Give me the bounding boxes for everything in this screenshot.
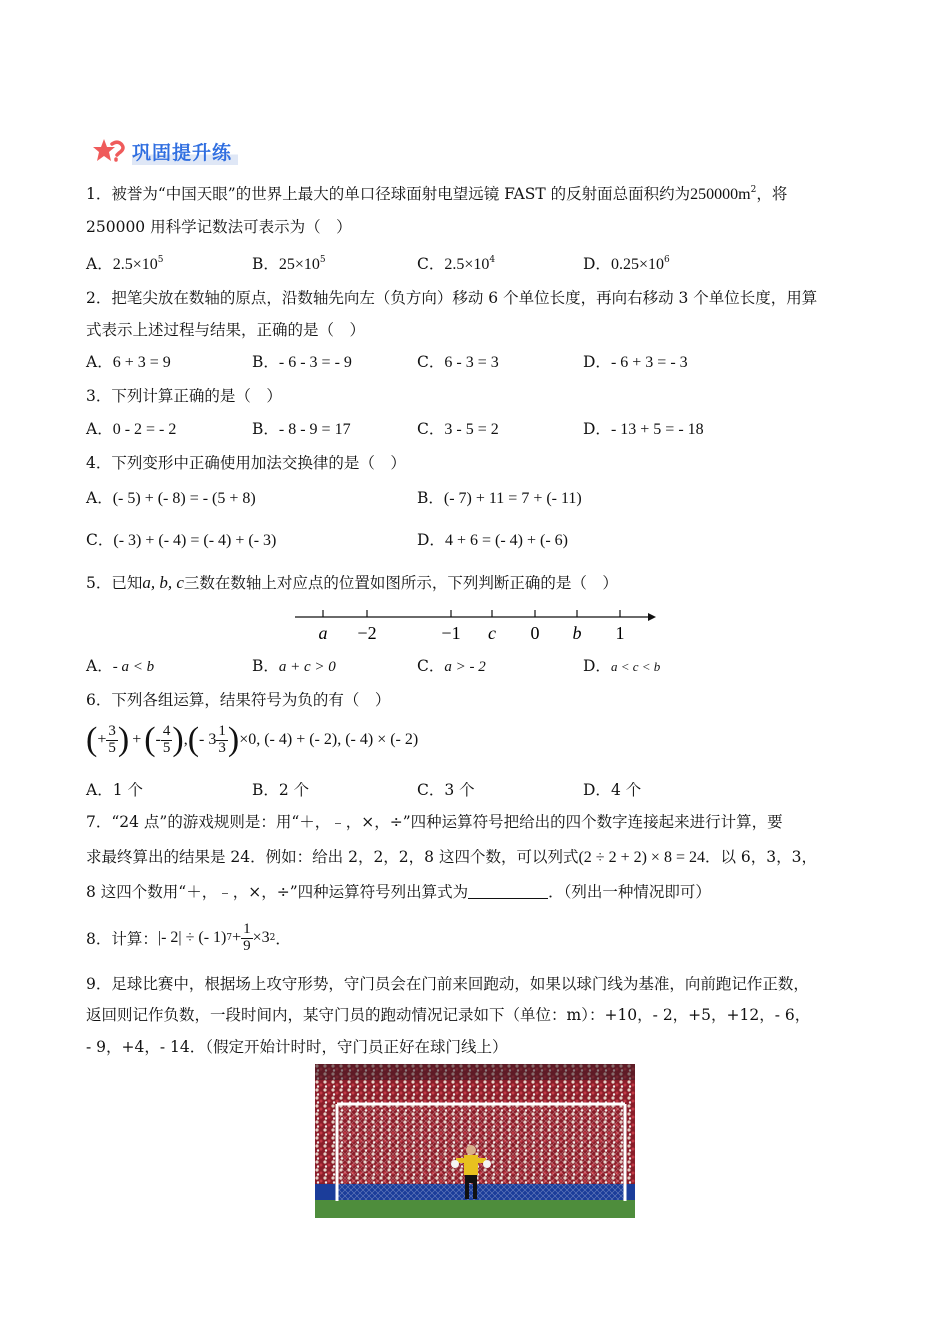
- q5-option-a[interactable]: A．- a < b: [86, 657, 155, 675]
- q2-stem-line1: 2．把笔尖放在数轴的原点，沿数轴先向左（负方向）移动 6 个单位长度，再向右移动 3 个单位长度，用算: [86, 289, 818, 307]
- q4-stem: 4．下列变形中正确使用加法交换律的是（ ）: [86, 454, 406, 472]
- number-line-label: −2: [357, 623, 377, 643]
- q3-option-d[interactable]: D．- 13 + 5 = - 18: [583, 420, 704, 438]
- q4-option-c[interactable]: C．(- 3) + (- 4) = (- 4) + (- 3): [86, 531, 277, 549]
- section-title: 巩固提升练: [132, 138, 238, 165]
- q1-stem-line2: 250000 用科学记数法可表示为（ ）: [86, 218, 352, 236]
- q1-option-c[interactable]: C．$2.5\times 10^4$: [417, 255, 496, 273]
- q2-option-a[interactable]: A．6 + 3 = 9: [86, 353, 171, 371]
- q5-option-d[interactable]: D．a < c < b: [583, 657, 661, 675]
- q9-stem-line2: 返回则记作负数，一段时间内，某守门员的跑动情况记录如下（单位：m）：+10，- 2，+5，+12，- 6，: [86, 1006, 811, 1024]
- q6-expression: ( + $\frac{3}{5}$ ) + ( - $\frac{4}{5}$ ) , ( - 3 $\frac{1}{3}$ ) ×0, (- 4) + (- 2), (- 4) × (- 2): [86, 721, 419, 758]
- fraction-4-5: $\frac{4}{5}$: [162, 722, 171, 756]
- number-line-arrow-icon: [648, 613, 656, 621]
- q5-stem: 5．已知a, b, c三数在数轴上对应点的位置如图所示，下列判断正确的是（ ）: [86, 573, 618, 592]
- q6-stem: 6．下列各组运算，结果符号为负的有（ ）: [86, 691, 391, 709]
- q4-options-row1: [86, 486, 886, 510]
- q6-option-b[interactable]: B．2 个: [252, 781, 310, 799]
- q1-option-b[interactable]: B．$25\times 10^5$: [252, 255, 326, 273]
- number-line-label: −1: [441, 623, 461, 643]
- q2-stem-line2: 式表示上述过程与结果，正确的是（ ）: [86, 321, 366, 339]
- q1-stem-line1: 1．被誉为“中国天眼”的世界上最大的单口径球面射电望远镜 FAST 的反射面总面积约为$250000m^2$，将: [86, 185, 788, 203]
- number-line-label: a: [318, 623, 328, 643]
- q2-options: [86, 350, 886, 372]
- q6-option-a[interactable]: A．1 个: [86, 781, 143, 799]
- q9-stem-line1: 9．足球比赛中，根据场上攻守形势，守门员会在门前来回跑动，如果以球门线为基准，向前跑记作正数，: [86, 975, 809, 993]
- number-line-label: c: [488, 623, 496, 643]
- q7-stem-line2: 求最终算出的结果是 24．例如：给出 2，2，2，8 这四个数，可以列式(2 ÷ 2 + 2) × 8 = 24．以 6，3，3，: [86, 848, 817, 866]
- fraction-1-9: $\frac{1}{9}$: [243, 920, 251, 954]
- q3-option-b[interactable]: B．- 8 - 9 = 17: [252, 420, 351, 438]
- q2-option-c[interactable]: C．6 - 3 = 3: [417, 353, 499, 371]
- q6-option-c[interactable]: C．3 个: [417, 781, 475, 799]
- q6-options: [86, 778, 886, 800]
- q1-option-a[interactable]: A．$2.5\times 10^5$: [86, 255, 164, 273]
- q5-option-b[interactable]: B．a + c > 0: [252, 657, 336, 675]
- q5-number-line: [290, 602, 660, 646]
- q3-option-c[interactable]: C．3 - 5 = 2: [417, 420, 499, 438]
- q2-option-d[interactable]: D．- 6 + 3 = - 3: [583, 353, 688, 371]
- q3-stem: 3．下列计算正确的是（ ）: [86, 387, 282, 405]
- goalkeeper-photo: [315, 1064, 635, 1218]
- number-line-label: 0: [530, 623, 540, 643]
- q2-option-b[interactable]: B．- 6 - 3 = - 9: [252, 353, 352, 371]
- q3-option-a[interactable]: A．0 - 2 = - 2: [86, 420, 177, 438]
- number-line-label: b: [572, 623, 582, 643]
- fraction-3-5: $\frac{3}{5}$: [108, 722, 116, 756]
- q4-option-b[interactable]: B．(- 7) + 11 = 7 + (- 11): [417, 489, 582, 507]
- q8-stem: 8．计算： |- 2| ÷ (- 1) 7 + $\frac{1}{9}$ ×3 2 ．: [86, 920, 291, 954]
- number-line-label: 1: [615, 623, 625, 643]
- q3-options: [86, 417, 886, 439]
- q5-option-c[interactable]: C．a > - 2: [417, 657, 486, 675]
- fraction-1-3: $\frac{1}{3}$: [218, 722, 226, 756]
- q4-options-row2: [86, 528, 886, 552]
- star-badge-icon: [92, 138, 126, 164]
- q5-options: [86, 654, 886, 676]
- q1-option-d[interactable]: D．$0.25\times 10^6$: [583, 255, 670, 273]
- q4-option-d[interactable]: D．4 + 6 = (- 4) + (- 6): [417, 531, 568, 549]
- q7-stem-line1: 7．“24 点”的游戏规则是：用“＋，﹣，×，÷”四种运算符号把给出的四个数字连接起来进行计算，要: [86, 813, 783, 831]
- q7-stem-line3: 8 这四个数用“＋，﹣，×，÷”四种运算符号列出算式为 ．（列出一种情况即可）: [86, 883, 711, 901]
- q1-options: [86, 252, 886, 274]
- q7-answer-blank[interactable]: [468, 884, 548, 899]
- q6-option-d[interactable]: D．4 个: [583, 781, 642, 799]
- q4-option-a[interactable]: A．(- 5) + (- 8) = - (5 + 8): [86, 489, 256, 507]
- q9-stem-line3: - 9，+4，- 14．（假定开始计时时，守门员正好在球门线上）: [86, 1038, 508, 1056]
- section-header: [92, 136, 238, 166]
